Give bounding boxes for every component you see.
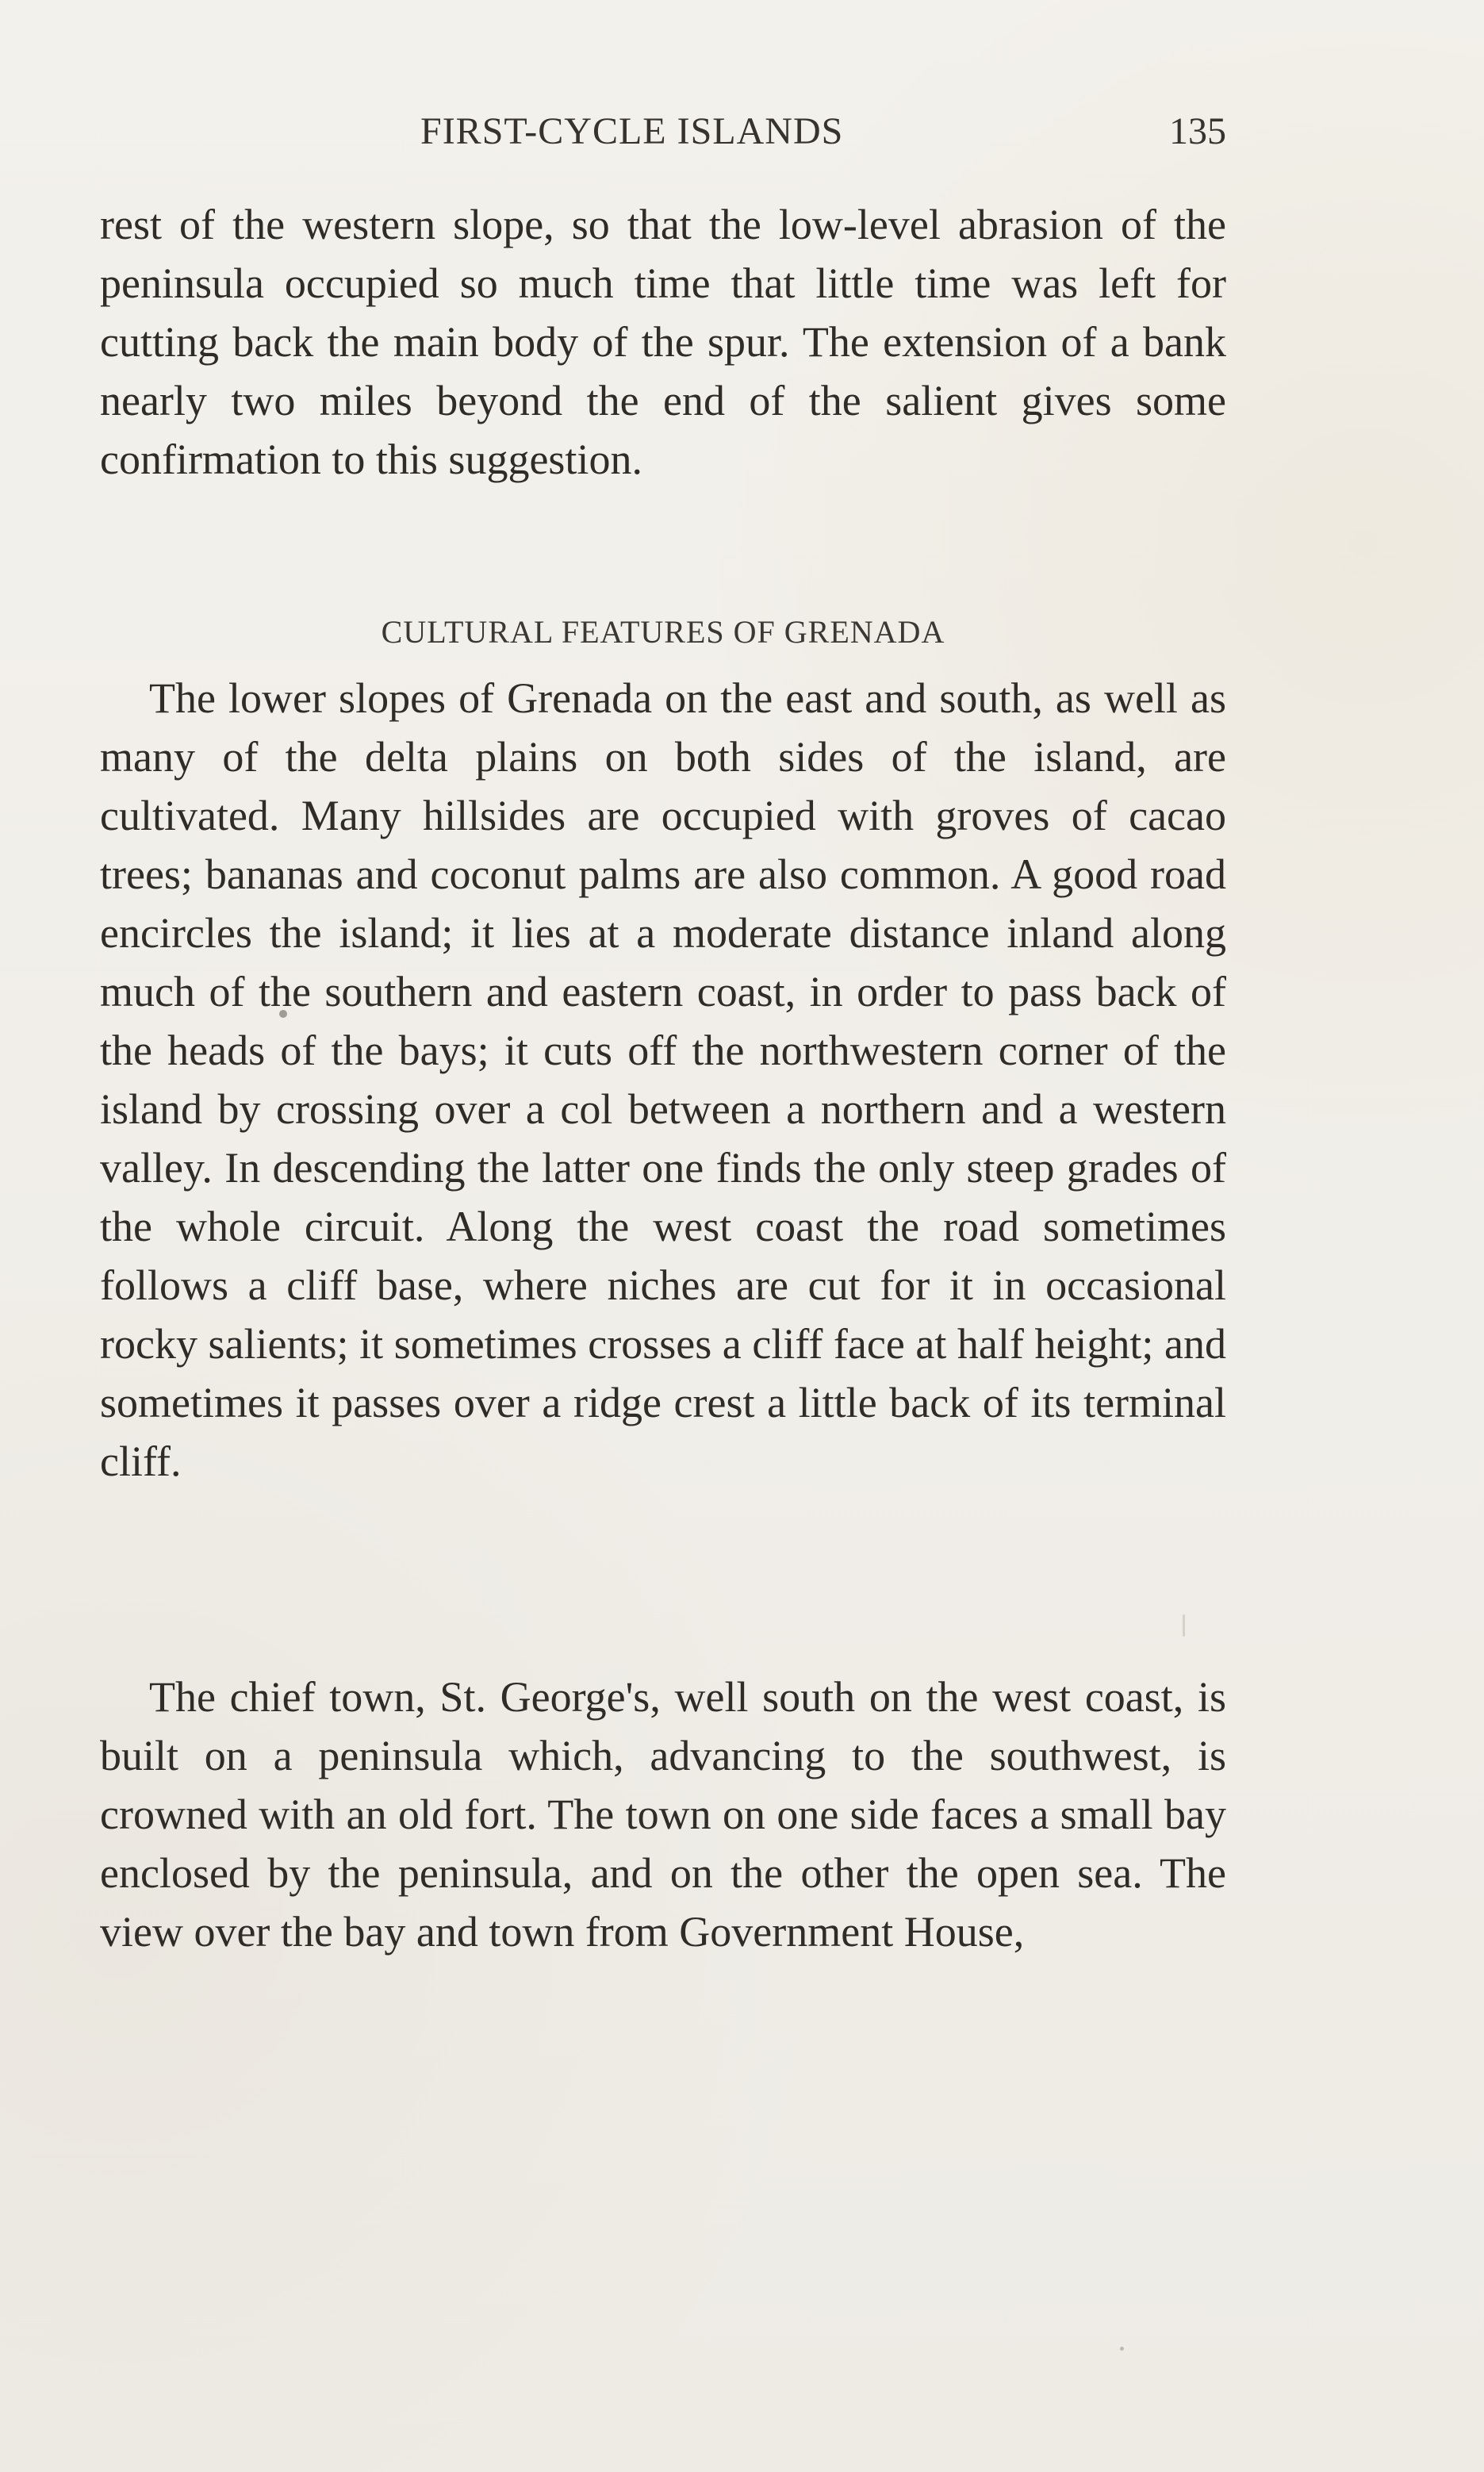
paper-mark: [1183, 1614, 1185, 1637]
paper-speck: [279, 1010, 287, 1018]
paragraph-text: The lower slopes of Grenada on the east and south, as well as many of the delta plains on both sides of the island, are cultivated. Many hillsides are occupied with groves of cacao trees; bananas and coconut palms are also common. A good road encircles the island; it lies at a moderate distance inland along much of the southern and eastern coast, in order to pass back of the heads of the bays; it cuts off the northwestern corner of the island by crossing over a col between a northern and a western valley. In descending the latter one finds the only steep grades of the whole circuit. Along the west coast the road sometimes follows a cliff base, where niches are cut for it in occasional rocky salients; it sometimes crosses a cliff face at half height; and sometimes it passes over a ridge crest a little back of its terminal cliff.: [100, 674, 1226, 1485]
page-number: 135: [1169, 110, 1226, 152]
paragraph-st-georges: [100, 1668, 1226, 1961]
paragraph-cultural-features: [100, 669, 1226, 1491]
page-header: [100, 110, 1226, 168]
paper-speck: [1120, 2347, 1124, 2351]
running-head: FIRST-CYCLE ISLANDS: [420, 110, 844, 152]
continuation-paragraph: rest of the western slope, so that the low-level abrasion of the peninsula occupied so much time that little time was left for cutting back the main body of the spur. The extension of a bank nearly two miles beyond the end of the salient gives some confirmation to this suggestion.: [100, 201, 1226, 483]
section-heading: CULTURAL FEATURES OF GRENADA: [381, 614, 945, 650]
paragraph-text: The chief town, St. George's, well south on the west coast, is built on a peninsula which, advancing to the southwest, is crowned with an old fort. The town on one side faces a small bay enclosed by the peninsula, and on the other the open sea. The view over the bay and town from Government House,: [100, 1673, 1226, 1956]
